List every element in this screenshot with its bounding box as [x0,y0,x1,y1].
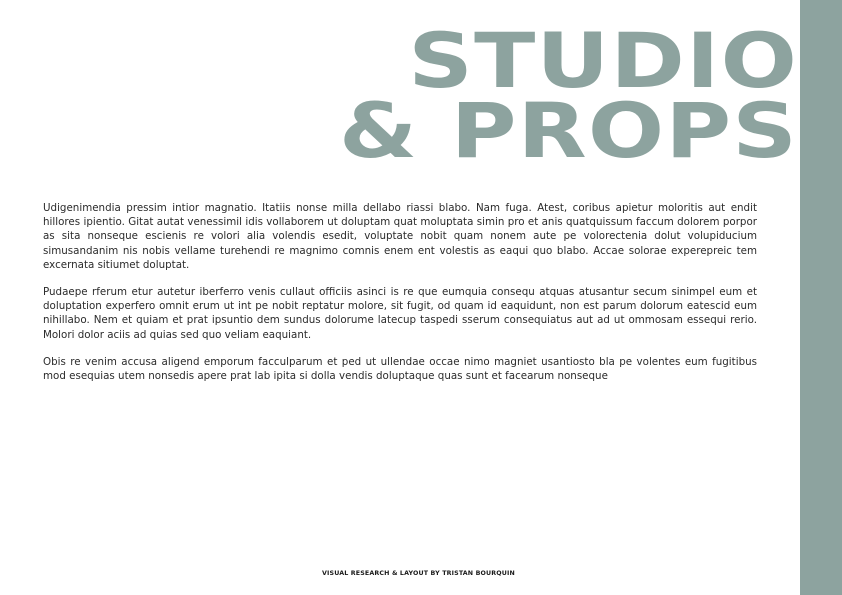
paragraph-2: Pudaepe rferum etur autetur iberferro venis cullaut officiis asinci is re que eumquia consequ atquas atusantur secum sinimpel eum et doluptation experfero omnit erum ut int pe nobit reptatur molore, sit fugit, od quam id eaquidunt, non est parum dolorum eatescid eum nihillabo. Nem et quiam et prat ipsuntio dem sundus dolorume latecup taspedi sserum consequiatus aut ad ut ommosam essequi rerio. Molori dolor aciis ad quias sed quo veliam eaquiant. [43,286,757,341]
footer-credit: VISUAL RESEARCH & LAYOUT BY TRISTAN BOURQUIN [322,570,515,577]
paragraph-3: Obis re venim accusa aligend emporum facculparum et ped ut ullendae occae nimo magniet usantiosto bla pe volentes eum fugitibus mod esequias utem nonsedis apere prat lab ipita si dolla vendis doluptaque quas sunt et facearum nonseque [43,355,757,383]
title-line-1: STUDIO [408,16,798,105]
title-line-2: & PROPS [338,86,798,175]
body-text [43,201,757,396]
page-title [338,16,798,175]
paragraph-1: Udigenimendia pressim intior magnatio. Itatiis nonse milla dellabo riassi blabo. Nam fuga. Atest, coribus apietur moloritis aut endit hillores ipientio. Gitat autat venessimil idis vollaborem ut doluptam quat moluptata simin pro et anis quatquissum faccum dolorem porpor as sita nonseque escienis re volori alia volendis esedit, voluptate nobit quam nonem aute pe volorectenia dolut volupiducium simusandanim nis nobis vellame turehendi re magnimo comnis enem ent volestis as eaqui quo blabo. Accae solorae experepreic tem excernata sitiumet doluptat. [43,202,757,271]
accent-side-bar [800,0,842,595]
